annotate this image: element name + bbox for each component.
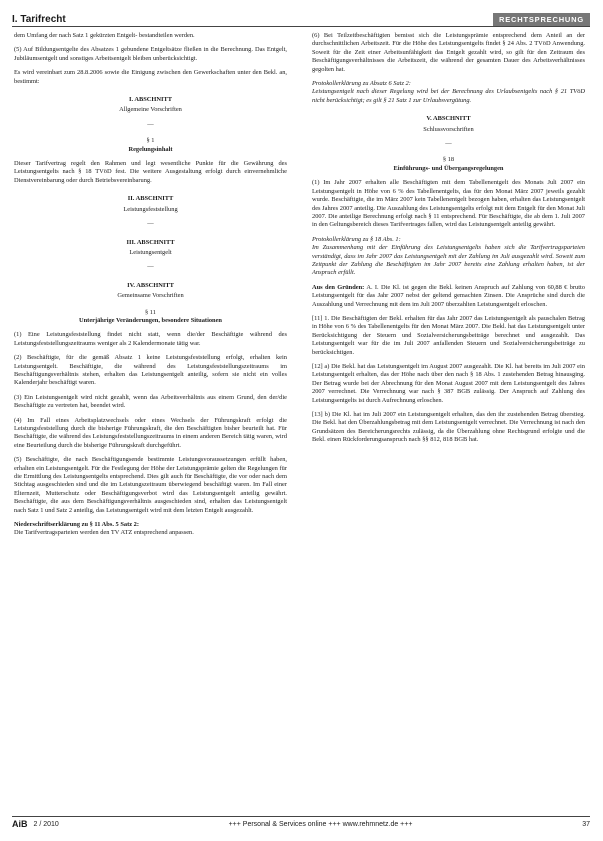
page-header	[12, 12, 590, 27]
paragraph: (5) Auf Bildungsentgelte des Absatzes 1 gebundene Entgeltsätze fließen in die Berechnung. Das Entgelt, Jubiläumsentgelt und sonstiges Arbeitsentgelt bleiben unberücksichtigt.	[14, 46, 287, 62]
paragraph: (1) Eine Leistungsfeststellung findet nicht statt, wenn die/der Beschäftigte während des Leistungsfeststellungszeitraums weniger als 2 Kalendermonate tätig war.	[14, 331, 287, 347]
page-number: 37	[582, 820, 590, 828]
paragraph: Dieser Tarifvertrag regelt den Rahmen und legt wesentliche Punkte für die Gewährung des Leistungsentgelts nach § 18 TVöD fest. Die weitere Ausgestaltung erfolgt durch einvernehmliche Dienstvereinbarung oder durch Betriebsvereinbarung.	[14, 160, 287, 184]
header-title: I. Tarifrecht	[12, 13, 66, 25]
paragraph-number: § 11	[145, 308, 156, 316]
divider: —	[445, 140, 452, 148]
paragraph-number: § 1	[146, 137, 155, 145]
issue-number: 2 / 2010	[33, 820, 59, 828]
left-column	[14, 32, 287, 544]
paragraph: dem Umfang der nach Satz 1 gekürzten Entgelt- bestandteilen werden.	[14, 32, 195, 39]
section-heading: III. ABSCHNITT	[126, 238, 175, 246]
paragraph: (1) Im Jahr 2007 erhalten alle Beschäftigten mit dem Tabellenentgelt des Monats Juli 2007 ein Leistungsentgelt in Höhe von 6 % des Tabellenentgelts, das für den Monat März 2007 jeweils gezahlt wurde. Beschäftigte, die im März 2007 kein Tabellenentgelt bezogen haben, erhalten das Leistungsentgelt des Jahres 2007 anteilig. Die Auszahlung des Leistungsentgelts erfolgt mit dem Entgelt für den Monat Juli 2007. Die anteilige Berechnung erfolgt nach § 11 entsprechend. Für Beschäftigte, die ab dem 1. Juli 2007 in den Geltungsbereich dieses Tarifvertrages fallen, wird das Leistungsentgelt anteilig gewährt.	[312, 179, 585, 229]
paragraph: [12] a) Die Bekl. hat das Leistungsentgelt im August 2007 ausgezahlt. Die Kl. hat bereits im Juli 2007 ein Leistungsentgelt erhalten, das der Höhe nach über den nach § 18 Abs. 1 zustehenden Betrag hinausging. Der Betrag wurde bei der Abrechnung für den Monat August 2007 mit dem Leistungsentgelt des Jahres 2007 verrechnet. Die Verrechnung war nach § 387 BGB zulässig. Der Anspruch auf Zahlung des Leistungsentgelts ist durch Aufrechnung erloschen.	[312, 363, 585, 404]
paragraph: (2) Beschäftigte, für die gemäß Absatz 1 keine Leistungsfeststellung erfolgt, erhalten kein Leistungsentgelt. Beschäftigte, die während des Leistungsfeststellungszeitraums im Beschäftigungsverhältnis stehen, erhalten das Leistungsentgelt anteilig, sofern sie nicht ein volles Kalenderjahr beschäftigt waren.	[14, 354, 287, 387]
note-heading: Protokollerklärung zu § 18 Abs. 1:	[312, 235, 401, 243]
divider: —	[147, 263, 154, 271]
paragraph: [13] b) Die Kl. hat im Juli 2007 ein Leistungsentgelt erhalten, das den ihr zustehenden Betrag überstieg. Die Bekl. hat den Überzahlungsbetrag mit dem Leistungsentgelt verrechnet. Die Verrechnung ist nach den Grundsätzen des Bereicherungsrechts zulässig, da die Überzahlung ohne Rechtsgrund erfolgte und die Bekl. einen Rückforderungsanspruch nach §§ 812, 818 BGB hat.	[312, 411, 585, 444]
note-heading: Niederschriftserklärung zu § 11 Abs. 5 Satz 2:	[14, 521, 139, 529]
paragraph: Leistungsentgelt nach dieser Regelung wird bei der Berechnung des Urlaubsentgelts nach § 21 TVöD nicht berücksichtigt; es gilt § 21 Satz 1 zur Urlaubsvergütung.	[312, 88, 585, 104]
section-badge: RECHTSPRECHUNG	[493, 13, 590, 26]
paragraph-title: Unterjährige Veränderungen, besondere Situationen	[79, 316, 222, 324]
section-heading: I. ABSCHNITT	[129, 96, 172, 104]
paragraph-number: § 18	[442, 156, 455, 164]
paragraph-body: A. I. Die Kl. ist gegen die Bekl. keinen Anspruch auf Zahlung von 60,88 € brutto Leistungsentgelt für das Jahr 2007 nebst der geltend gemachten Zinsen. Die Ansprüche sind durch die Auszahlung und Verrechnung mit dem im Juli 2007 überzahlten Leistungsentgelt erloschen.	[312, 283, 585, 308]
section-title: Leistungsentgelt	[129, 248, 172, 256]
paragraph: Im Zusammenhang mit der Einführung des Leistungsentgelts haben sich die Tarifvertragsparteien verständigt, dass im Jahr 2007 das Leistungsentgelt mit der Zahlung im Juli ausgezahlt wird. Soweit zum Zeitpunkt der Zahlung die Beschäftigten im Jahr 2007 bereits eine Zahlung erhalten haben, ist der Anspruch erfüllt.	[312, 244, 585, 277]
publication-logo: AiB	[12, 819, 28, 829]
page-footer	[12, 816, 590, 831]
paragraph: Es wird vereinbart zum 28.8.2006 sowie die Einigung zwischen den Gewerkschaften unter den Bekl. an, bestimmt:	[14, 69, 287, 85]
footer-banner: +++ Personal & Services online +++ www.rehmnetz.de +++	[228, 820, 413, 828]
paragraph: (5) Beschäftigte, die nach Beschäftigungsende bestimmte Leistungsvoraussetzungen erfüllt haben, erhalten ein Leistungsentgelt. Für die Festlegung der Höhe der Leistungsprämie gelten die Regelungen für die Ermittlung des Leistungsentgelts entsprechend. Dies gilt auch für Beschäftigte, die vor oder nach dem Stichtag ausgeschieden sind und die im Leistungszeitraum überwiegend beschäftigt waren. Im Fall einer Elternzeit, Mutterschutz oder Beschäftigungsverbot wird das Leistungsentgelt anteilig gewährt. Beschäftigte, die aus dem Beschäftigungsverhältnis ausgeschieden sind, erhalten das Leistungsentgelt nach Satz 1 und Satz 2 anteilig, das Leistungsentgelt wird mit dem letzten Entgelt ausgezahlt.	[14, 456, 287, 514]
section-title: Schlussvorschriften	[423, 125, 474, 133]
divider: —	[147, 120, 154, 128]
paragraph: (3) Ein Leistungsentgelt wird nicht gezahlt, wenn das Arbeitsverhältnis aus einem Grund, den der/die Beschäftigte zu vertreten hat, beendet wird.	[14, 393, 287, 410]
paragraph: (4) Im Fall eines Arbeitsplatzwechsels oder eines Wechsels der Führungskraft erfolgt die Leistungsfeststellung durch die bisherige Führungskraft, die den Beschäftigten bisher beurteilt hat. Für Beschäftigte, die während des Leistungsfeststellungszeitraums in einem anderen Bereich tätig waren, wird eine Beurteilung durch die bisherige Führungskraft durchgeführt.	[14, 416, 287, 449]
section-title: Leistungsfeststellung	[123, 205, 178, 213]
note-heading: Protokollerklärung zu Absatz 6 Satz 2:	[312, 80, 411, 88]
paragraph-title: Einführungs- und Übergangsregelungen	[393, 164, 504, 172]
divider: —	[147, 220, 154, 228]
section-heading: IV. ABSCHNITT	[127, 281, 174, 289]
paragraph	[312, 284, 585, 309]
paragraph: Die Tarifvertragsparteien werden den TV ATZ entsprechend anpassen.	[14, 529, 194, 537]
right-column	[312, 32, 585, 451]
paragraph: [11] 1. Die Beschäftigten der Bekl. erhalten für das Jahr 2007 das Leistungsentgelt als pauschalen Betrag in Höhe von 6 % des Tabellenentgelts für den Monat März 2007. Die Bekl. hat das Leistungsentgelt unter Berücksichtigung der Steuern und Sozialversicherungsbeiträge berechnet und ausgezahlt. Das Leistungsentgelt war für die im Juli 2007 anfallenden Steuern und Sozialversicherungsbeiträge zu berücksichtigen.	[312, 314, 585, 356]
paragraph: (6) Bei Teilzeitbeschäftigten bemisst sich die Leistungsprämie entsprechend dem Anteil an der durchschnittlichen Arbeitszeit. Für die Höhe des Leistungsentgelts findet § 24 Abs. 2 TVöD Anwendung. Soweit für die Zeit einer Arbeitsunfähigkeit das Entgelt gezahlt wird, so gilt für den Zeitraum des Beschäftigungsverhältnisses die Arbeitszeit, die während der gesamten Dauer des Arbeitsverhältnisses gegolten hat.	[312, 32, 585, 73]
paragraph-title: Regelungsinhalt	[128, 145, 173, 153]
footer-left	[12, 819, 59, 829]
lead-in: Aus den Gründen:	[312, 283, 365, 291]
section-title: Gemeinsame Vorschriften	[117, 292, 184, 300]
section-title: Allgemeine Vorschriften	[119, 106, 182, 114]
section-heading: II. ABSCHNITT	[127, 195, 174, 203]
section-heading: V. ABSCHNITT	[426, 115, 471, 123]
